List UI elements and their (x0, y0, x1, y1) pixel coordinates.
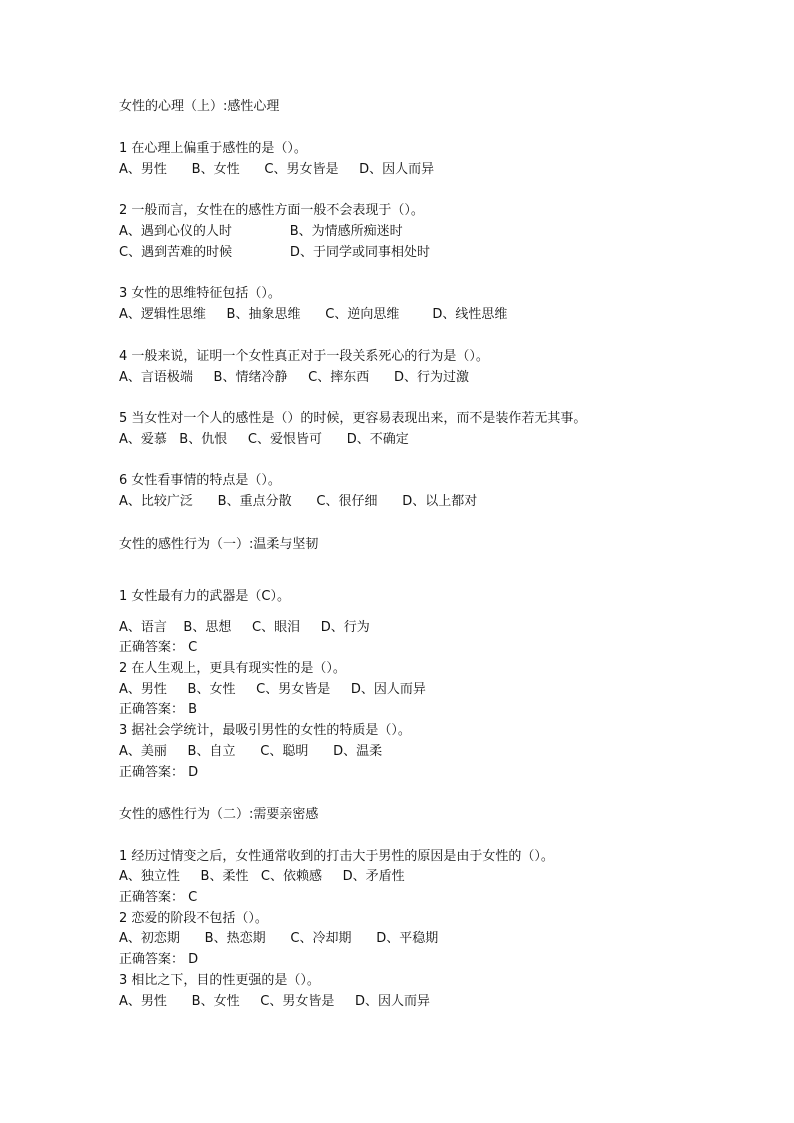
question-options: A、遇到心仪的人时 B、为情感所痴迷时 (119, 224, 403, 239)
question-options: A、比较广泛 B、重点分散 C、很仔细 D、以上都对 (119, 494, 478, 509)
correct-answer: 正确答案： C (119, 640, 198, 655)
question-text: 2 在人生观上，更具有现实性的是（）。 (119, 661, 346, 676)
section-title: 女性的感性行为（二）:需要亲密感 (119, 807, 319, 822)
question-text: 1 经历过情变之后，女性通常收到的打击大于男性的原因是由于女性的（）。 (119, 849, 554, 864)
question-text: 3 据社会学统计，最吸引男性的女性的特质是（）。 (119, 723, 411, 738)
correct-answer: 正确答案： C (119, 890, 198, 905)
question-text: 1 在心理上偏重于感性的是（）。 (119, 141, 307, 156)
question-text: 4 一般来说，证明一个女性真正对于一段关系死心的行为是（）。 (119, 349, 489, 364)
correct-answer: 正确答案： D (119, 952, 199, 967)
question-text: 1 女性最有力的武器是（C）。 (119, 589, 290, 604)
question-options: A、男性 B、女性 C、男女皆是 D、因人而异 (119, 994, 431, 1009)
question-options: C、遇到苦难的时候 D、于同学或同事相处时 (119, 245, 430, 260)
question-options: A、爱慕 B、仇恨 C、爱恨皆可 D、不确定 (119, 432, 409, 447)
section-title: 女性的心理（上）:感性心理 (119, 99, 280, 114)
question-text: 2 恋爱的阶段不包括（）。 (119, 911, 268, 926)
question-text: 6 女性看事情的特点是（）。 (119, 473, 281, 488)
section-title: 女性的感性行为（一）:温柔与坚韧 (119, 537, 319, 552)
question-text: 5 当女性对一个人的感性是（）的时候，更容易表现出来，而不是装作若无其事。 (119, 411, 587, 426)
question-options: A、男性 B、女性 C、男女皆是 D、因人而异 (119, 162, 435, 177)
correct-answer: 正确答案： D (119, 765, 199, 780)
question-options: A、男性 B、女性 C、男女皆是 D、因人而异 (119, 682, 426, 697)
question-options: A、逻辑性思维 B、抽象思维 C、逆向思维 D、线性思维 (119, 307, 508, 322)
question-text: 2 一般而言，女性在的感性方面一般不会表现于（）。 (119, 203, 424, 218)
correct-answer: 正确答案： B (119, 702, 198, 717)
question-options: A、独立性 B、柔性 C、依赖感 D、矛盾性 (119, 869, 405, 884)
question-options: A、美丽 B、自立 C、聪明 D、温柔 (119, 744, 383, 759)
question-options: A、语言 B、思想 C、眼泪 D、行为 (119, 620, 370, 635)
question-options: A、初恋期 B、热恋期 C、冷却期 D、平稳期 (119, 931, 439, 946)
question-text: 3 女性的思维特征包括（）。 (119, 286, 281, 301)
question-text: 3 相比之下，目的性更强的是（）。 (119, 973, 320, 988)
question-options: A、言语极端 B、情绪冷静 C、摔东西 D、行为过激 (119, 370, 470, 385)
